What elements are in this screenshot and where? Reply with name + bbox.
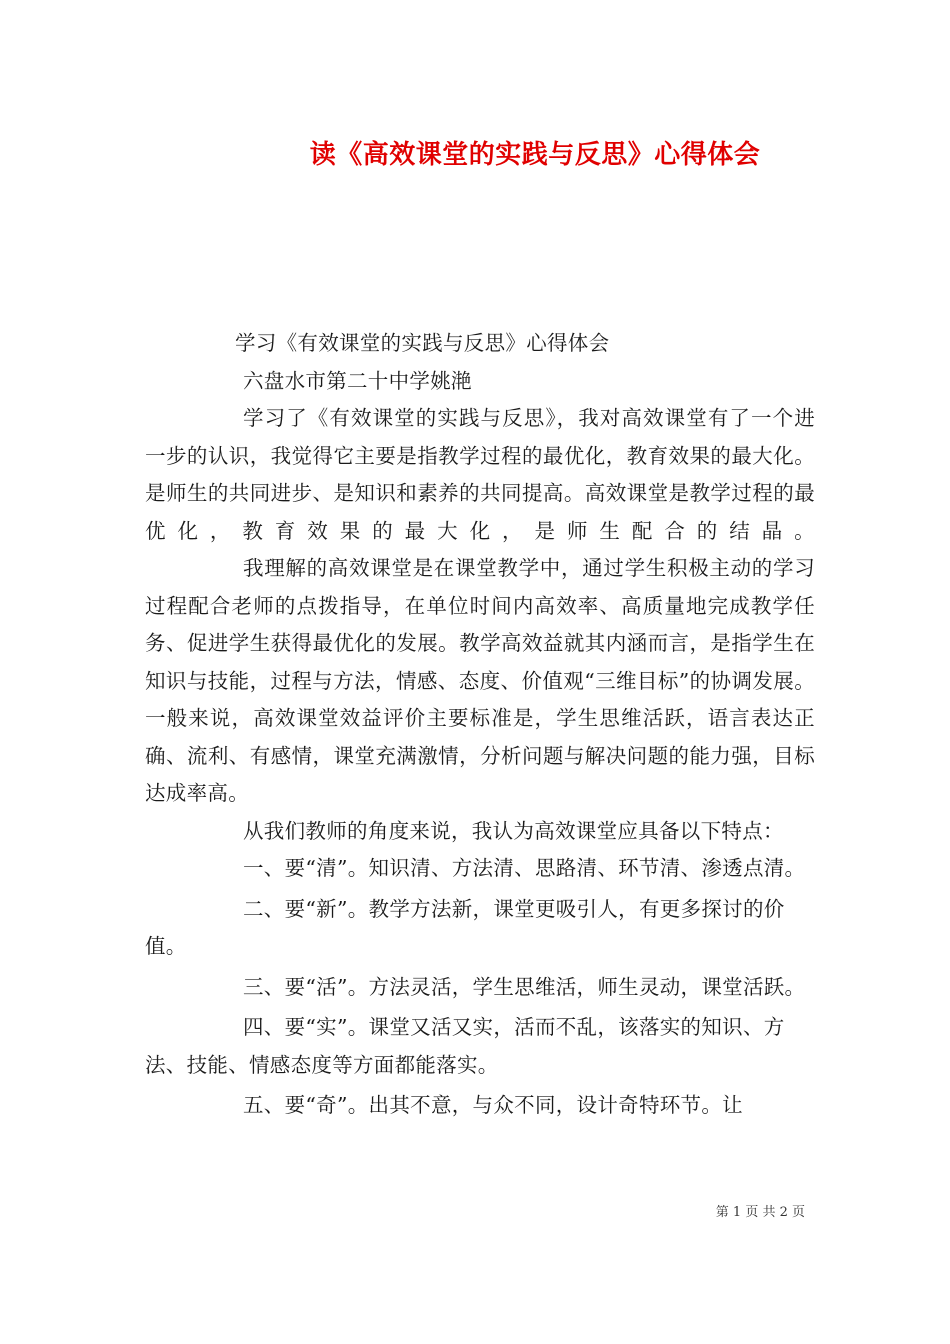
page-number: 第 1 页 共 2 页: [715, 1205, 805, 1220]
feature-item-1: 一、要“清”。知识清、方法清、思路清、环节清、渗透点清。: [243, 856, 806, 880]
feature-item-2: 二、要“新”。教学方法新，课堂更吸引人，有更多探讨的价值。: [145, 896, 785, 958]
document-body: [145, 325, 815, 1125]
page-title: 读《高效课堂的实践与反思》心得体会: [309, 140, 761, 170]
document-author: 六盘水市第二十中学姚滟: [243, 368, 472, 393]
document-subtitle: 学习《有效课堂的实践与反思》心得体会: [235, 331, 610, 355]
paragraph-2: 我理解的高效课堂是在课堂教学中，通过学生积极主动的学习过程配合老师的点拨指导，在单位时间内高效率、高质量地完成教学任务、促进学生获得最优化的发展。教学高效益就其内涵而言，是指学生在知识与技能，过程与方法，情感、态度、价值观“三维目标”的协调发展。一般来说，高效课堂效益评价主要标准是，学生思维活跃，语言表达正确、流利、有感情，课堂充满激情，分析问题与解决问题的能力强，目标达成率高。: [145, 556, 815, 805]
paragraph-3: 从我们教师的角度来说，我认为高效课堂应具备以下特点：: [243, 818, 784, 843]
feature-item-4: 四、要“实”。课堂又活又实，活而不乱，该落实的知识、方法、技能、情感态度等方面都能落实。: [145, 1015, 785, 1077]
paragraph-1: 学习了《有效课堂的实践与反思》，我对高效课堂有了一个进一步的认识，我觉得它主要是指教学过程的最优化，教育效果的最大化。是师生的共同进步、是知识和素养的共同提高。高效课堂是教学过程的最优化，教育效果的最大化，是师生配合的结晶。: [145, 406, 815, 543]
feature-item-5: 五、要“奇”。出其不意，与众不同，设计奇特环节。让: [243, 1093, 743, 1117]
feature-item-3: 三、要“活”。方法灵活，学生思维活，师生灵动，课堂活跃。: [243, 974, 806, 999]
